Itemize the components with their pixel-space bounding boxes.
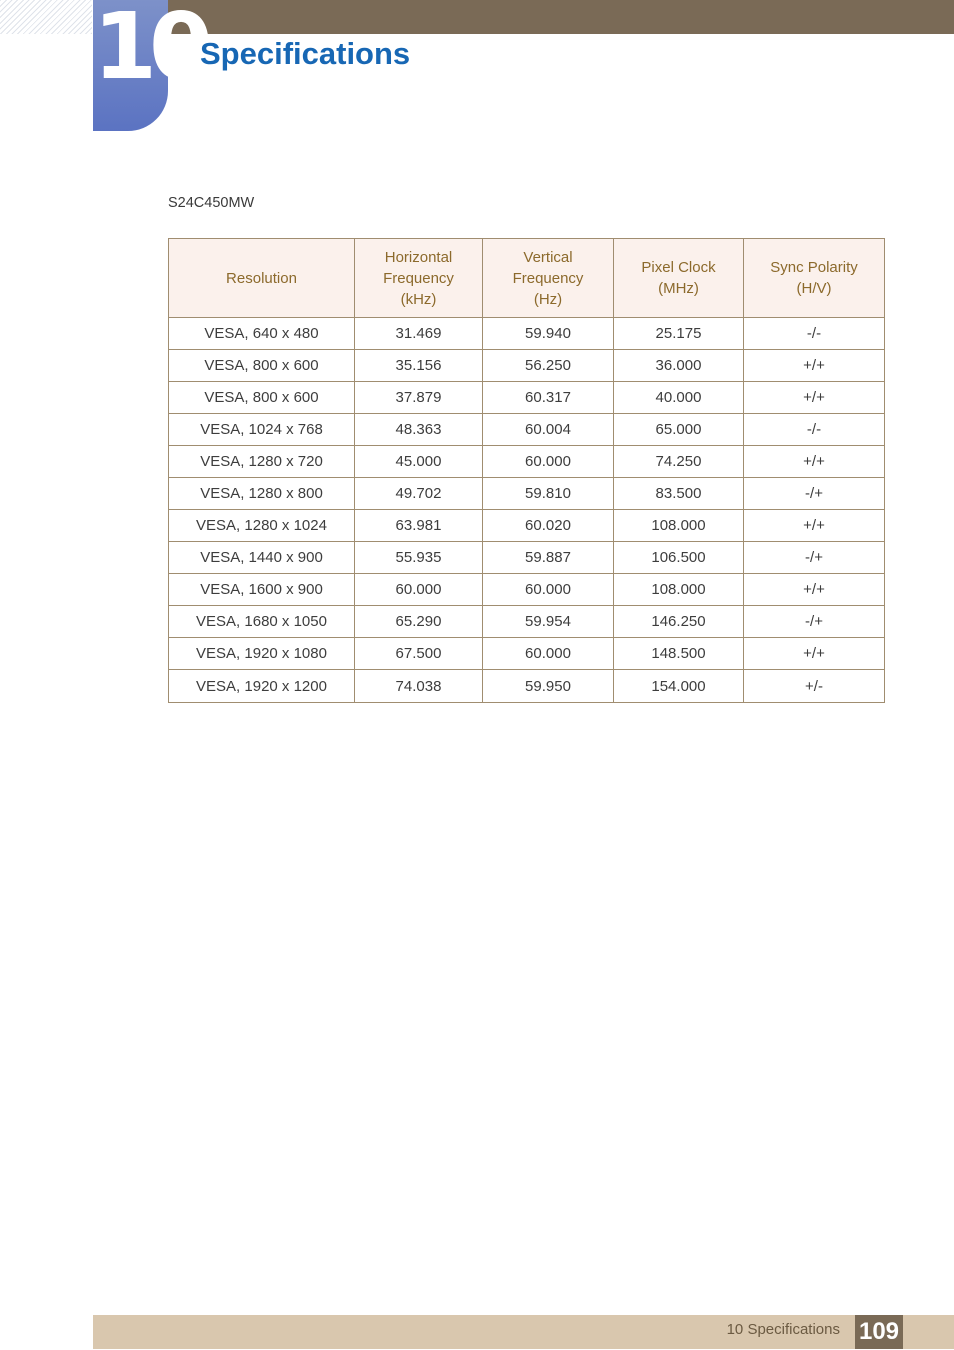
- table-cell: +/+: [744, 574, 885, 606]
- table-cell: 37.879: [355, 382, 483, 414]
- table-row: [169, 542, 885, 574]
- table-cell: -/+: [744, 606, 885, 638]
- table-cell: 154.000: [614, 670, 744, 703]
- spec-table: [168, 238, 885, 703]
- model-name: S24C450MW: [168, 195, 255, 211]
- table-cell: +/+: [744, 446, 885, 478]
- table-cell: VESA, 800 x 600: [169, 350, 355, 382]
- table-cell: VESA, 640 x 480: [169, 318, 355, 350]
- column-header: Vertical Frequency (Hz): [483, 239, 614, 318]
- table-cell: 60.000: [355, 574, 483, 606]
- table-cell: 59.810: [483, 478, 614, 510]
- table-cell: 48.363: [355, 414, 483, 446]
- table-cell: 108.000: [614, 574, 744, 606]
- table-cell: +/-: [744, 670, 885, 703]
- table-cell: 60.317: [483, 382, 614, 414]
- table-cell: -/-: [744, 414, 885, 446]
- table-cell: -/+: [744, 542, 885, 574]
- column-header: Horizontal Frequency (kHz): [355, 239, 483, 318]
- table-cell: 60.000: [483, 446, 614, 478]
- chapter-number: 10: [93, 0, 206, 100]
- table-cell: 65.290: [355, 606, 483, 638]
- table-cell: 55.935: [355, 542, 483, 574]
- table-cell: 56.250: [483, 350, 614, 382]
- table-cell: 108.000: [614, 510, 744, 542]
- table-row: [169, 638, 885, 670]
- table-row: [169, 510, 885, 542]
- table-row: [169, 350, 885, 382]
- footer-section-label: 10 Specifications: [726, 1321, 840, 1338]
- table-cell: 106.500: [614, 542, 744, 574]
- table-cell: VESA, 1280 x 720: [169, 446, 355, 478]
- table-cell: 60.000: [483, 638, 614, 670]
- column-header: Pixel Clock (MHz): [614, 239, 744, 318]
- table-cell: 40.000: [614, 382, 744, 414]
- table-cell: 59.940: [483, 318, 614, 350]
- table-cell: 36.000: [614, 350, 744, 382]
- table-cell: 25.175: [614, 318, 744, 350]
- table-cell: VESA, 1600 x 900: [169, 574, 355, 606]
- table-cell: 59.950: [483, 670, 614, 703]
- column-header: Resolution: [169, 239, 355, 318]
- table-cell: 60.000: [483, 574, 614, 606]
- table-cell: -/+: [744, 478, 885, 510]
- header-bar: [168, 0, 954, 34]
- decorative-hatch: [0, 0, 92, 34]
- table-cell: 31.469: [355, 318, 483, 350]
- table-cell: -/-: [744, 318, 885, 350]
- table-row: [169, 478, 885, 510]
- table-cell: +/+: [744, 510, 885, 542]
- table-row: [169, 382, 885, 414]
- table-cell: VESA, 1920 x 1080: [169, 638, 355, 670]
- table-cell: 63.981: [355, 510, 483, 542]
- page-title: Specifications: [200, 36, 411, 71]
- table-cell: 35.156: [355, 350, 483, 382]
- table-cell: +/+: [744, 638, 885, 670]
- table-header-row: [169, 239, 885, 318]
- table-row: [169, 446, 885, 478]
- table-cell: 146.250: [614, 606, 744, 638]
- table-cell: +/+: [744, 382, 885, 414]
- table-cell: 60.020: [483, 510, 614, 542]
- table-cell: 65.000: [614, 414, 744, 446]
- table-cell: VESA, 800 x 600: [169, 382, 355, 414]
- table-cell: 67.500: [355, 638, 483, 670]
- table-row: [169, 318, 885, 350]
- table-row: [169, 670, 885, 703]
- table-cell: 74.038: [355, 670, 483, 703]
- table-cell: 59.954: [483, 606, 614, 638]
- table-cell: VESA, 1680 x 1050: [169, 606, 355, 638]
- table-cell: 59.887: [483, 542, 614, 574]
- table-row: [169, 574, 885, 606]
- page-number: 109: [855, 1315, 903, 1349]
- table-cell: 49.702: [355, 478, 483, 510]
- table-cell: VESA, 1280 x 1024: [169, 510, 355, 542]
- table-cell: 74.250: [614, 446, 744, 478]
- table-body: [169, 318, 885, 703]
- table-cell: VESA, 1280 x 800: [169, 478, 355, 510]
- table-row: [169, 414, 885, 446]
- table-cell: 83.500: [614, 478, 744, 510]
- table-cell: VESA, 1024 x 768: [169, 414, 355, 446]
- table-cell: VESA, 1920 x 1200: [169, 670, 355, 703]
- table-row: [169, 606, 885, 638]
- table-cell: VESA, 1440 x 900: [169, 542, 355, 574]
- table-cell: 60.004: [483, 414, 614, 446]
- column-header: Sync Polarity (H/V): [744, 239, 885, 318]
- table-cell: 45.000: [355, 446, 483, 478]
- table-cell: +/+: [744, 350, 885, 382]
- table-cell: 148.500: [614, 638, 744, 670]
